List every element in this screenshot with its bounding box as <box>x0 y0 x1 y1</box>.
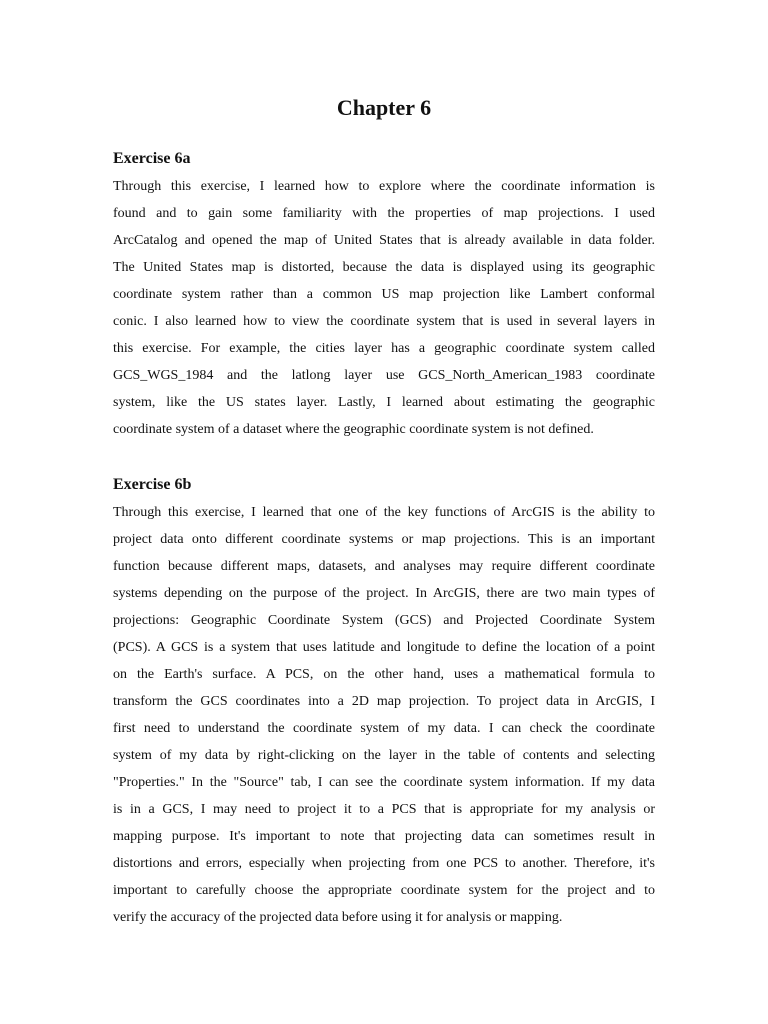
body-line: verify the accuracy of the projected data before using it for analysis or mapping. <box>113 910 563 925</box>
body-line: transform the GCS coordinates into a 2D map projection. To project data in ArcGIS, I <box>113 694 655 709</box>
body-line: ArcCatalog and opened the map of United States that is already available in data folder. <box>113 233 655 248</box>
section-heading-exercise-6a: Exercise 6a <box>113 150 191 167</box>
body-line: system of my data by right-clicking on the layer in the table of contents and selecting <box>113 748 655 763</box>
body-line: is in a GCS, I may need to project it to a PCS that is appropriate for my analysis or <box>113 802 655 817</box>
body-line: this exercise. For example, the cities layer has a geographic coordinate system called <box>113 341 655 356</box>
body-line: projections: Geographic Coordinate System (GCS) and Projected Coordinate System <box>113 613 655 628</box>
chapter-title: Chapter 6 <box>336 95 432 120</box>
section-body-exercise-6b <box>113 499 655 931</box>
body-line: systems depending on the purpose of the project. In ArcGIS, there are two main types of <box>113 586 655 601</box>
body-line: found and to gain some familiarity with the properties of map projections. I used <box>113 206 655 221</box>
body-line: coordinate system rather than a common US map projection like Lambert conformal <box>113 287 655 302</box>
body-line: important to carefully choose the appropriate coordinate system for the project and to <box>113 883 655 898</box>
body-line: mapping purpose. It's important to note that projecting data can sometimes result in <box>113 829 655 844</box>
body-line: coordinate system of a dataset where the geographic coordinate system is not defined. <box>113 422 594 437</box>
body-line: (PCS). A GCS is a system that uses latitude and longitude to define the location of a point <box>113 640 655 655</box>
section-heading-exercise-6b: Exercise 6b <box>113 476 192 493</box>
body-line: The United States map is distorted, because the data is displayed using its geographic <box>113 260 655 275</box>
body-line: conic. I also learned how to view the coordinate system that is used in several layers in <box>113 314 655 329</box>
body-line: Through this exercise, I learned that one of the key functions of ArcGIS is the ability to <box>113 505 655 520</box>
body-line: distortions and errors, especially when projecting from one PCS to another. Therefore, it's <box>113 856 655 871</box>
body-line: Through this exercise, I learned how to explore where the coordinate information is <box>113 179 655 194</box>
body-line: system, like the US states layer. Lastly, I learned about estimating the geographic <box>113 395 655 410</box>
body-line: project data onto different coordinate systems or map projections. This is an important <box>113 532 655 547</box>
section-body-exercise-6a <box>113 173 655 443</box>
body-line: first need to understand the coordinate system of my data. I can check the coordinate <box>113 721 655 736</box>
body-line: on the Earth's surface. A PCS, on the other hand, uses a mathematical formula to <box>113 667 655 682</box>
body-line: "Properties." In the "Source" tab, I can see the coordinate system information. If my data <box>113 775 655 790</box>
body-line: function because different maps, datasets, and analyses may require different coordinate <box>113 559 655 574</box>
body-line: GCS_WGS_1984 and the latlong layer use GCS_North_American_1983 coordinate <box>113 368 655 383</box>
